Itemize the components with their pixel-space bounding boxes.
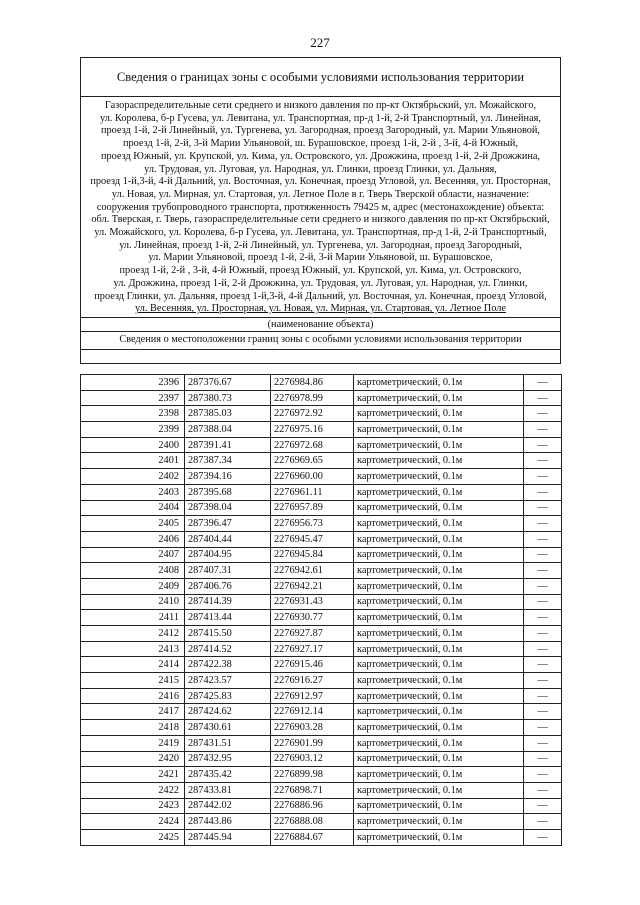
description-line: ул. Дрожжина, проезд 1-й, 2-й Дрожжина, ул. Трудовая, ул. Луговая, ул. Народная, ул. Глинки, (113, 277, 528, 289)
note-cell: — (524, 657, 562, 673)
method-cell: картометрический, 0.1м (354, 735, 524, 751)
method-cell: картометрический, 0.1м (354, 390, 524, 406)
y-coordinate-cell: 2276912.97 (271, 688, 354, 704)
method-cell: картометрический, 0.1м (354, 626, 524, 642)
y-coordinate-cell: 2276927.87 (271, 626, 354, 642)
y-coordinate-cell: 2276978.99 (271, 390, 354, 406)
method-cell: картометрический, 0.1м (354, 484, 524, 500)
note-cell: — (524, 500, 562, 516)
method-cell: картометрический, 0.1м (354, 547, 524, 563)
x-coordinate-cell: 287387.34 (185, 453, 271, 469)
x-coordinate-cell: 287406.76 (185, 578, 271, 594)
x-coordinate-cell: 287415.50 (185, 626, 271, 642)
table-row (81, 453, 562, 469)
page-number: 227 (310, 35, 330, 50)
y-coordinate-cell: 2276884.67 (271, 829, 354, 845)
point-number-cell: 2398 (81, 406, 185, 422)
note-cell: — (524, 390, 562, 406)
point-number-cell: 2399 (81, 422, 185, 438)
point-number-cell: 2411 (81, 610, 185, 626)
table-row (81, 735, 562, 751)
x-coordinate-cell: 287443.86 (185, 814, 271, 830)
y-coordinate-cell: 2276972.92 (271, 406, 354, 422)
x-coordinate-cell: 287404.95 (185, 547, 271, 563)
y-coordinate-cell: 2276915.46 (271, 657, 354, 673)
table-row (81, 767, 562, 783)
y-coordinate-cell: 2276960.00 (271, 469, 354, 485)
table-row (81, 673, 562, 689)
x-coordinate-cell: 287395.68 (185, 484, 271, 500)
point-number-cell: 2406 (81, 531, 185, 547)
point-number-cell: 2421 (81, 767, 185, 783)
note-cell: — (524, 422, 562, 438)
y-coordinate-cell: 2276984.86 (271, 375, 354, 391)
table-row (81, 500, 562, 516)
x-coordinate-cell: 287414.52 (185, 641, 271, 657)
point-number-cell: 2408 (81, 563, 185, 579)
point-number-cell: 2409 (81, 578, 185, 594)
description-line: проезд 1-й, 2-й Линейный, ул. Тургенева, ул. Загородная, проезд Загородный, ул. Марии Ульяновой, (101, 125, 540, 137)
point-number-cell: 2410 (81, 594, 185, 610)
table-row (81, 704, 562, 720)
method-cell: картометрический, 0.1м (354, 594, 524, 610)
method-cell: картометрический, 0.1м (354, 531, 524, 547)
point-number-cell: 2423 (81, 798, 185, 814)
point-number-cell: 2419 (81, 735, 185, 751)
note-cell: — (524, 673, 562, 689)
table-row (81, 375, 562, 391)
point-number-cell: 2404 (81, 500, 185, 516)
note-cell: — (524, 688, 562, 704)
x-coordinate-cell: 287433.81 (185, 782, 271, 798)
method-cell: картометрический, 0.1м (354, 422, 524, 438)
x-coordinate-cell: 287413.44 (185, 610, 271, 626)
x-coordinate-cell: 287445.94 (185, 829, 271, 845)
method-cell: картометрический, 0.1м (354, 437, 524, 453)
point-number-cell: 2412 (81, 626, 185, 642)
y-coordinate-cell: 2276903.28 (271, 720, 354, 736)
x-coordinate-cell: 287398.04 (185, 500, 271, 516)
note-cell: — (524, 531, 562, 547)
y-coordinate-cell: 2276961.11 (271, 484, 354, 500)
table-row (81, 531, 562, 547)
method-cell: картометрический, 0.1м (354, 814, 524, 830)
x-coordinate-cell: 287431.51 (185, 735, 271, 751)
note-cell: — (524, 610, 562, 626)
y-coordinate-cell: 2276930.77 (271, 610, 354, 626)
x-coordinate-cell: 287414.39 (185, 594, 271, 610)
y-coordinate-cell: 2276972.68 (271, 437, 354, 453)
y-coordinate-cell: 2276969.65 (271, 453, 354, 469)
note-cell: — (524, 594, 562, 610)
y-coordinate-cell: 2276901.99 (271, 735, 354, 751)
method-cell: картометрический, 0.1м (354, 720, 524, 736)
x-coordinate-cell: 287376.67 (185, 375, 271, 391)
point-number-cell: 2403 (81, 484, 185, 500)
note-cell: — (524, 578, 562, 594)
x-coordinate-cell: 287391.41 (185, 437, 271, 453)
method-cell: картометрический, 0.1м (354, 375, 524, 391)
note-cell: — (524, 641, 562, 657)
method-cell: картометрический, 0.1м (354, 688, 524, 704)
description-line: проезд 1-й, 2-й, 3-й Марии Ульяновой, ш. Бурашовское, проезд 1-й, 2-й , 3-й, 4-й Южный, (122, 138, 518, 150)
zone-info-frame (80, 57, 561, 364)
y-coordinate-cell: 2276916.27 (271, 673, 354, 689)
y-coordinate-cell: 2276957.89 (271, 500, 354, 516)
y-coordinate-cell: 2276945.47 (271, 531, 354, 547)
table-row (81, 751, 562, 767)
table-row (81, 547, 562, 563)
note-cell: — (524, 516, 562, 532)
x-coordinate-cell: 287388.04 (185, 422, 271, 438)
method-cell: картометрический, 0.1м (354, 641, 524, 657)
note-cell: — (524, 735, 562, 751)
table-row (81, 578, 562, 594)
table-row (81, 782, 562, 798)
y-coordinate-cell: 2276942.61 (271, 563, 354, 579)
note-cell: — (524, 814, 562, 830)
document-title: Сведения о границах зоны с особыми условиями использования территории (81, 58, 560, 97)
description-line: проезд 1-й, 2-й , 3-й, 4-й Южный, проезд Южный, ул. Крупской, ул. Кима, ул. Островского, (119, 265, 522, 277)
description-line: проезд 1-й,3-й, 4-й Дальний, ул. Восточная, ул. Конечная, проезд Угловой, ул. Весенняя, ул. Просторная, (90, 176, 551, 188)
note-cell: — (524, 484, 562, 500)
method-cell: картометрический, 0.1м (354, 453, 524, 469)
table-row (81, 829, 562, 845)
y-coordinate-cell: 2276888.08 (271, 814, 354, 830)
point-number-cell: 2405 (81, 516, 185, 532)
description-line: ул. Весенняя, ул. Просторная, ул. Новая, ул. Мирная, ул. Стартовая, ул. Летное Поле (135, 303, 506, 315)
table-row (81, 610, 562, 626)
method-cell: картометрический, 0.1м (354, 610, 524, 626)
table-row (81, 484, 562, 500)
x-coordinate-cell: 287380.73 (185, 390, 271, 406)
y-coordinate-cell: 2276931.43 (271, 594, 354, 610)
table-row (81, 422, 562, 438)
method-cell: картометрический, 0.1м (354, 751, 524, 767)
method-cell: картометрический, 0.1м (354, 500, 524, 516)
description-line: ул. Можайского, ул. Королева, б-р Гусева, ул. Левитана, ул. Транспортная, пр-д 1-й, 2-й Транспортный, (94, 227, 547, 239)
y-coordinate-cell: 2276899.98 (271, 767, 354, 783)
y-coordinate-cell: 2276945.84 (271, 547, 354, 563)
note-cell: — (524, 782, 562, 798)
x-coordinate-cell: 287424.62 (185, 704, 271, 720)
note-cell: — (524, 406, 562, 422)
point-number-cell: 2424 (81, 814, 185, 830)
note-cell: — (524, 375, 562, 391)
y-coordinate-cell: 2276927.17 (271, 641, 354, 657)
description-line: ул. Королева, б-р Гусева, ул. Левитана, ул. Транспортная, пр-д 1-й, 2-й Транспортный, ул. Линейная, (100, 112, 541, 124)
x-coordinate-cell: 287432.95 (185, 751, 271, 767)
method-cell: картометрический, 0.1м (354, 406, 524, 422)
point-number-cell: 2422 (81, 782, 185, 798)
note-cell: — (524, 720, 562, 736)
note-cell: — (524, 767, 562, 783)
point-number-cell: 2397 (81, 390, 185, 406)
y-coordinate-cell: 2276956.73 (271, 516, 354, 532)
x-coordinate-cell: 287430.61 (185, 720, 271, 736)
point-number-cell: 2396 (81, 375, 185, 391)
method-cell: картометрический, 0.1м (354, 829, 524, 845)
point-number-cell: 2425 (81, 829, 185, 845)
description-line: ул. Марии Ульяновой, проезд 1-й, 2-й, 3-й Марии Ульяновой, ш. Бурашовское, (148, 252, 493, 264)
method-cell: картометрический, 0.1м (354, 563, 524, 579)
description-line: ул. Трудовая, ул. Луговая, ул. Народная, ул. Глинки, проезд Глинки, ул. Дальняя, (144, 163, 497, 175)
method-cell: картометрический, 0.1м (354, 704, 524, 720)
description-line: Газораспределительные сети среднего и низкого давления по пр-кт Октябрьский, ул. Можайского, (104, 100, 537, 111)
table-row (81, 798, 562, 814)
note-cell: — (524, 626, 562, 642)
x-coordinate-cell: 287442.02 (185, 798, 271, 814)
method-cell: картометрический, 0.1м (354, 578, 524, 594)
point-number-cell: 2407 (81, 547, 185, 563)
description-line: ул. Новая, ул. Мирная, ул. Стартовая, ул. Летное Поле в г. Тверь Тверской области, назначение: (111, 188, 530, 200)
location-header: Сведения о местоположении границ зоны с особыми условиями использования территории (81, 332, 560, 350)
point-number-cell: 2400 (81, 437, 185, 453)
y-coordinate-cell: 2276898.71 (271, 782, 354, 798)
x-coordinate-cell: 287385.03 (185, 406, 271, 422)
table-row (81, 594, 562, 610)
method-cell: картометрический, 0.1м (354, 798, 524, 814)
table-row (81, 814, 562, 830)
table-row (81, 469, 562, 485)
y-coordinate-cell: 2276975.16 (271, 422, 354, 438)
note-cell: — (524, 469, 562, 485)
description-line: ул. Линейная, проезд 1-й, 2-й Линейный, ул. Тургенева, ул. Загородная, проезд Загородный, (119, 239, 522, 251)
x-coordinate-cell: 287407.31 (185, 563, 271, 579)
note-cell: — (524, 829, 562, 845)
note-cell: — (524, 751, 562, 767)
method-cell: картометрический, 0.1м (354, 469, 524, 485)
method-cell: картометрический, 0.1м (354, 767, 524, 783)
point-number-cell: 2418 (81, 720, 185, 736)
x-coordinate-cell: 287423.57 (185, 673, 271, 689)
x-coordinate-cell: 287394.16 (185, 469, 271, 485)
x-coordinate-cell: 287396.47 (185, 516, 271, 532)
y-coordinate-cell: 2276912.14 (271, 704, 354, 720)
table-row (81, 657, 562, 673)
point-number-cell: 2402 (81, 469, 185, 485)
table-row (81, 406, 562, 422)
method-cell: картометрический, 0.1м (354, 782, 524, 798)
point-number-cell: 2420 (81, 751, 185, 767)
point-number-cell: 2416 (81, 688, 185, 704)
table-row (81, 720, 562, 736)
table-row (81, 516, 562, 532)
point-number-cell: 2417 (81, 704, 185, 720)
note-cell: — (524, 704, 562, 720)
x-coordinate-cell: 287422.38 (185, 657, 271, 673)
point-number-cell: 2415 (81, 673, 185, 689)
description-line: проезд Глинки, ул. Дальняя, проезд 1-й,3-й, 4-й Дальний, ул. Восточная, ул. Конечная, проезд Угловой, (94, 290, 547, 302)
y-coordinate-cell: 2276942.21 (271, 578, 354, 594)
table-row (81, 688, 562, 704)
coordinates-table (80, 374, 562, 846)
point-number-cell: 2414 (81, 657, 185, 673)
note-cell: — (524, 453, 562, 469)
method-cell: картометрический, 0.1м (354, 516, 524, 532)
note-cell: — (524, 563, 562, 579)
object-caption: (наименование объекта) (81, 318, 560, 332)
description-line: сооружения трубопроводного транспорта, протяженность 79425 м, адрес (местонахождение) объекта: (96, 201, 545, 213)
description-line: обл. Тверская, г. Тверь, газораспределительные сети среднего и низкого давления по пр-кт Октябрьский, (91, 214, 550, 226)
method-cell: картометрический, 0.1м (354, 673, 524, 689)
note-cell: — (524, 547, 562, 563)
table-row (81, 390, 562, 406)
table-header-spacer (81, 350, 560, 364)
x-coordinate-cell: 287425.83 (185, 688, 271, 704)
table-row (81, 626, 562, 642)
point-number-cell: 2401 (81, 453, 185, 469)
description-line: проезд Южный, ул. Крупской, ул. Кима, ул. Островского, ул. Дрожжина, проезд 1-й, 2-й Дрожжина, (100, 150, 540, 162)
x-coordinate-cell: 287435.42 (185, 767, 271, 783)
y-coordinate-cell: 2276886.96 (271, 798, 354, 814)
method-cell: картометрический, 0.1м (354, 657, 524, 673)
object-description (81, 97, 560, 318)
table-row (81, 563, 562, 579)
x-coordinate-cell: 287404.44 (185, 531, 271, 547)
note-cell: — (524, 437, 562, 453)
y-coordinate-cell: 2276903.12 (271, 751, 354, 767)
note-cell: — (524, 798, 562, 814)
table-row (81, 437, 562, 453)
table-row (81, 641, 562, 657)
point-number-cell: 2413 (81, 641, 185, 657)
